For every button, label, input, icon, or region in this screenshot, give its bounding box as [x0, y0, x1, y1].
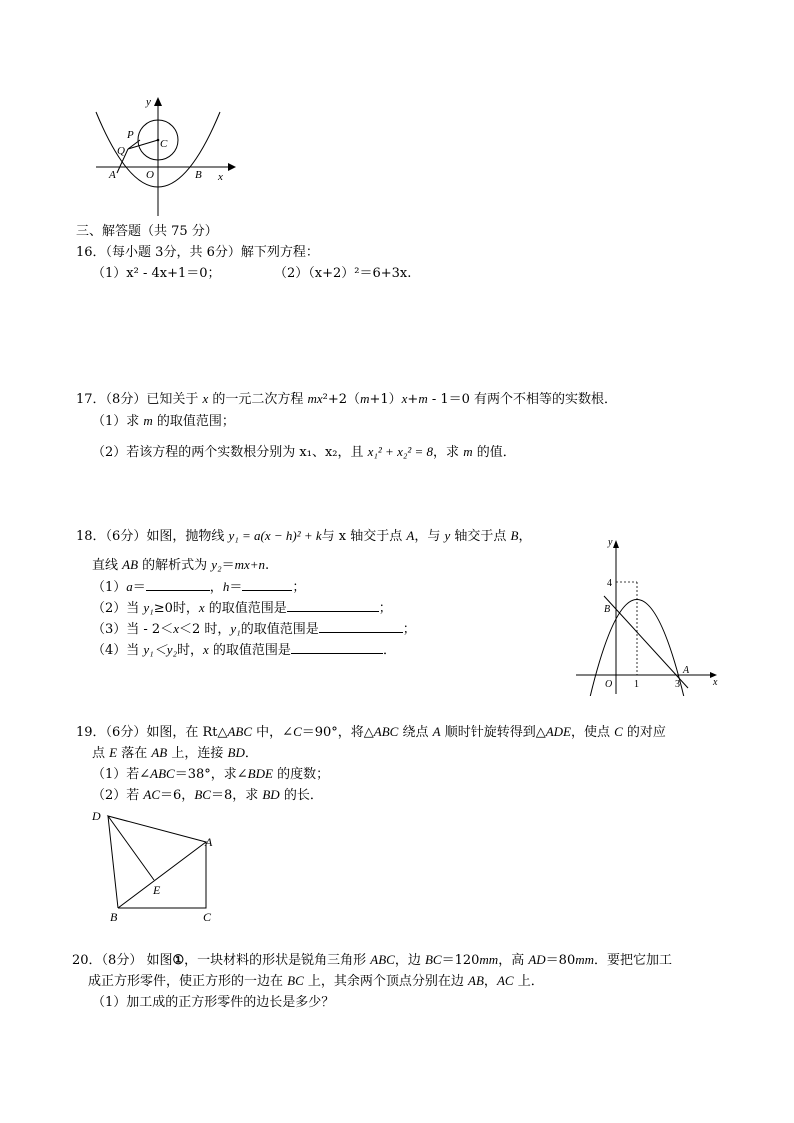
segment-bd — [108, 816, 118, 908]
circled-one: ① — [172, 953, 185, 968]
q18-part2: （2）当 y₁≥0时，x 的取值范围是 ； — [92, 600, 392, 616]
q19-part1: （1）若∠ABC＝38°，求∠BDE 的度数； — [92, 766, 330, 782]
fig18-tick-3: 3 — [675, 679, 680, 690]
x-axis-arrow — [228, 163, 236, 171]
fig19-label-e: E — [153, 883, 161, 897]
q19-part2: （2）若 AC＝6，BC＝8，求 BD 的长． — [92, 787, 323, 803]
fig18-label-y: y — [608, 537, 613, 548]
fig15-label-o: O — [146, 169, 154, 181]
q18-formula: y₁ = a(x − h)² + k — [228, 528, 322, 543]
q17-formula: x₁² + x₂² = 8 — [367, 444, 434, 459]
fig18-label-b: B — [604, 604, 611, 615]
fig15-label-a: A — [109, 169, 116, 181]
fig18-tick-4: 4 — [607, 578, 612, 589]
section-title: 三、解答题（共 75 分） — [76, 224, 218, 239]
q20-head: 20．（8分） 如图①，一块材料的形状是锐角三角形 ABC，边 BC＝120mm，高 AD＝80mm．要把它加工 — [72, 952, 673, 968]
y-axis-arrow — [154, 97, 162, 106]
fig15-label-p: P — [127, 129, 134, 141]
fig19-label-b: B — [110, 910, 118, 924]
y-axis-arrow — [613, 540, 619, 548]
fig18-tick-1: 1 — [634, 679, 639, 690]
figure-parabola-line — [574, 534, 724, 696]
answer-blank-a[interactable] — [146, 578, 210, 591]
q18-part3: （3）当 - 2＜x＜2 时，y₁的取值范围是 ； — [92, 621, 416, 637]
q16-head: 16．（每小题 3分，共 6分）解下列方程： — [76, 245, 319, 260]
answer-blank-3[interactable] — [319, 620, 403, 633]
q18-line2: 直线 AB 的解析式为 y₂＝mx+n. — [92, 557, 270, 573]
q18-part4: （4）当 y₁＜y₂时，x 的取值范围是 ． — [92, 642, 396, 658]
triangle-abc — [118, 842, 206, 908]
q20-line2: 成正方形零件，使正方形的一边在 BC 上，其余两个顶点分别在边 AB，AC 上． — [88, 973, 544, 989]
q16-part1: （1）x² - 4x+1＝0； — [92, 266, 221, 281]
q18-part1: （1）a＝ ，h＝ ； — [92, 579, 306, 595]
fig15-label-y: y — [146, 96, 151, 108]
q19-line2: 点 E 落在 AB 上，连接 BD． — [92, 745, 258, 761]
fig19-label-a: A — [205, 835, 213, 849]
figure-parabola-circle — [90, 92, 240, 218]
q18-head: 18．（6分）如图，抛物线 y₁ = a(x − h)² + k与 x 轴交于点 A，与 y 轴交于点 B， — [76, 528, 532, 544]
segment-pc — [128, 140, 158, 149]
fig18-label-x: x — [713, 677, 718, 688]
fig15-label-x: x — [218, 171, 223, 183]
fig15-label-q: Q — [117, 145, 125, 157]
triangle-ade — [108, 816, 206, 880]
fig19-label-d: D — [92, 809, 101, 823]
fig15-label-b: B — [195, 169, 202, 181]
figure-rotated-triangle — [88, 806, 228, 924]
q17-part2: （2）若该方程的两个实数根分别为 x₁、x₂，且 x₁² + x₂² = 8，求 m 的值． — [92, 444, 516, 460]
answer-blank-4[interactable] — [291, 641, 383, 654]
q17-head: 17．（8分）已知关于 x 的一元二次方程 mx²+2（m+1）x+m - 1＝0 有两个不相等的实数根． — [76, 391, 618, 407]
fig19-label-c: C — [203, 910, 212, 924]
fig15-label-c: C — [160, 138, 168, 150]
answer-blank-h[interactable] — [242, 578, 292, 591]
q19-head: 19．（6分）如图，在 Rt△ABC 中，∠C＝90°，将△ABC 绕点 A 顺时针旋转得到△ADE，使点 C 的对应 — [76, 724, 666, 740]
q17-part1: （1）求 m 的取值范围； — [92, 413, 235, 429]
q16-part2: （2）（x+2）²＝6+3x. — [274, 266, 412, 281]
q20-part1: （1）加工成的正方形零件的边长是多少？ — [92, 995, 335, 1010]
line-ab — [604, 596, 688, 688]
answer-blank-2[interactable] — [287, 599, 379, 612]
fig18-label-o: O — [605, 679, 613, 690]
fig18-label-a: A — [683, 665, 690, 676]
